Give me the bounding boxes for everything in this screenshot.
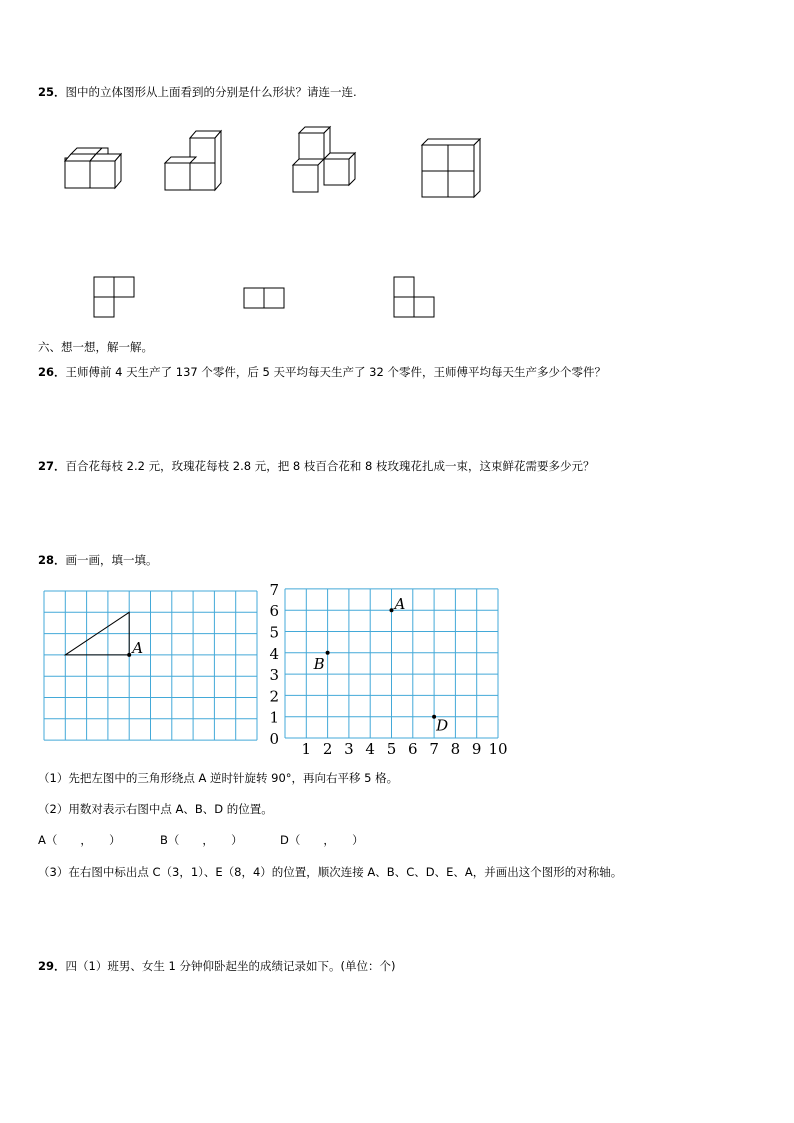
- top-view-1: [94, 277, 139, 319]
- point-d-label: D: [436, 716, 449, 735]
- y-tick-label: 5: [269, 623, 279, 642]
- y-tick-label: 1: [269, 708, 279, 727]
- x-tick-label: 7: [429, 740, 439, 758]
- solid-figure-3: [290, 124, 365, 194]
- answer-point-a[interactable]: A（ ， ）: [38, 833, 121, 847]
- y-tick-label: 7: [269, 580, 279, 599]
- x-tick-label: 8: [450, 740, 461, 758]
- point-a-dot: [127, 653, 131, 657]
- question-number: 25．: [38, 85, 66, 99]
- point-a-dot: [390, 608, 394, 612]
- section-title: 六、想一想，解一解。: [38, 340, 153, 354]
- question-number: 29．: [38, 959, 66, 973]
- point-b-dot: [326, 651, 330, 655]
- answer-point-d[interactable]: D（ ， ）: [280, 833, 364, 847]
- y-tick-label: 2: [269, 687, 279, 706]
- x-tick-label: 9: [471, 740, 482, 758]
- question-28: [38, 552, 158, 568]
- x-tick-label: 3: [344, 740, 354, 758]
- question-text: 百合花每枝 2.2 元，玫瑰花每枝 2.8 元，把 8 枝百合花和 8 枝玫瑰花扎成一束，这束鲜花需要多少元？: [65, 459, 595, 473]
- question-text: 画一画，填一填。: [65, 553, 158, 567]
- question-number: 27．: [38, 459, 66, 473]
- coordinate-grid: [265, 578, 515, 763]
- solid-figure-2: [162, 126, 232, 191]
- left-grid: [43, 590, 263, 750]
- sub-question-2: （2）用数对表示右图中点 A、B、D 的位置。: [38, 802, 273, 816]
- x-tick-label: 4: [365, 740, 375, 758]
- solid-figure-4: [418, 134, 488, 199]
- question-text: 图中的立体图形从上面看到的分别是什么形状？请连一连.: [65, 85, 357, 99]
- y-tick-label: 4: [269, 644, 279, 663]
- x-tick-label: 2: [322, 740, 333, 758]
- question-25: [38, 84, 357, 100]
- y-tick-label: 6: [269, 602, 279, 621]
- answer-point-b[interactable]: B（ ， ）: [160, 833, 243, 847]
- x-tick-label: 1: [301, 740, 312, 758]
- y-tick-label: 0: [269, 730, 279, 748]
- sub-question-3: （3）在右图中标出点 C（3，1）、E（8，4）的位置，顺次连接 A、B、C、D、E、A，并画出这个图形的对称轴。: [38, 865, 623, 879]
- point-a-label: A: [394, 595, 406, 614]
- point-b-label: B: [313, 654, 325, 673]
- point-a-label: A: [132, 638, 144, 657]
- x-tick-label: 6: [408, 740, 418, 758]
- question-number: 26．: [38, 365, 66, 379]
- x-tick-label: 10: [488, 740, 508, 758]
- top-view-2: [244, 288, 289, 313]
- question-text: 四（1）班男、女生 1 分钟仰卧起坐的成绩记录如下。(单位：个): [65, 959, 396, 973]
- question-text: 王师傅前 4 天生产了 137 个零件，后 5 天平均每天生产了 32 个零件，王师傅平均每天生产多少个零件？: [65, 365, 606, 379]
- question-number: 28．: [38, 553, 66, 567]
- sub-question-1: （1）先把左图中的三角形绕点 A 逆时针旋转 90°，再向右平移 5 格。: [38, 771, 399, 785]
- x-tick-label: 5: [386, 740, 397, 758]
- top-view-3: [394, 277, 439, 319]
- question-29: [38, 958, 395, 974]
- question-27: [38, 458, 594, 474]
- question-26: [38, 364, 606, 380]
- solid-figure-1: [60, 144, 130, 189]
- y-tick-label: 3: [269, 666, 279, 685]
